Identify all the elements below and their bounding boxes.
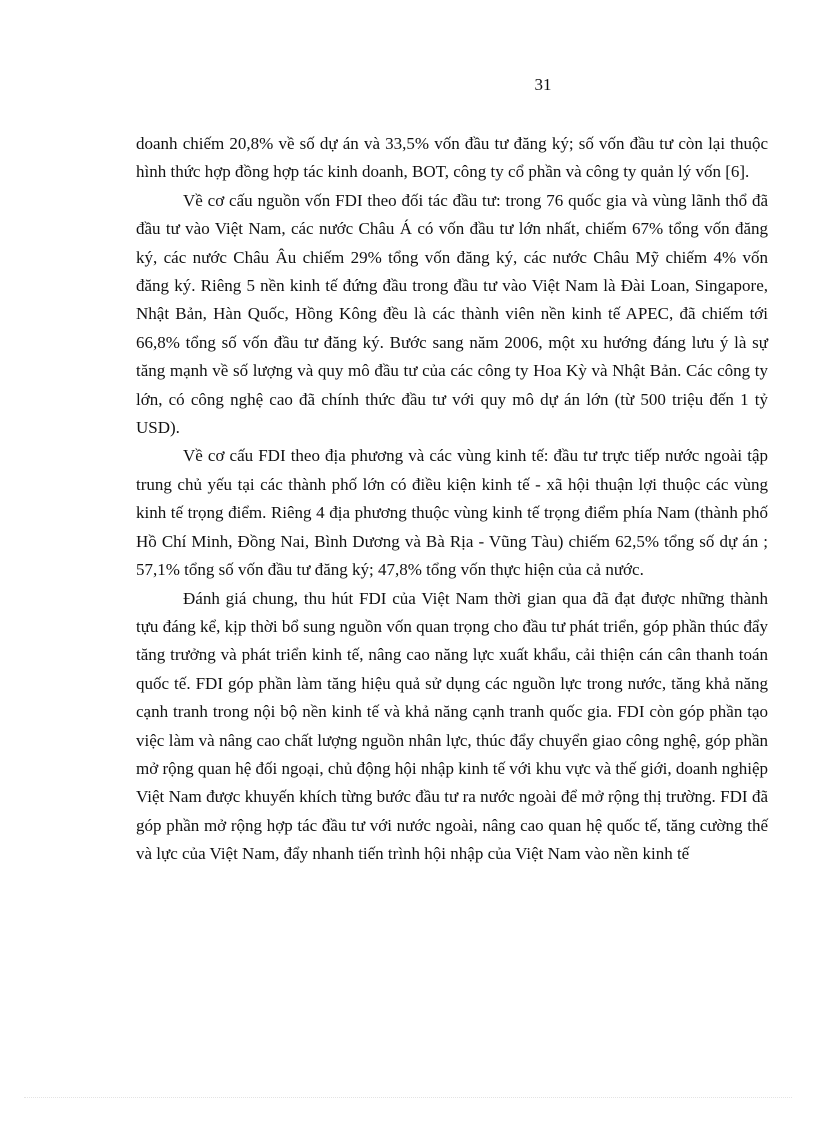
- paragraph-overall-assessment: Đánh giá chung, thu hút FDI của Việt Nam thời gian qua đã đạt được những thành tựu đáng kể, kịp thời bổ sung nguồn vốn quan trọng cho đầu tư phát triển, góp phần thúc đẩy tăng trưởng và phát triển kinh tế, nâng cao năng lực xuất khẩu, cải thiện cán cân thanh toán quốc tế. FDI góp phần làm tăng hiệu quả sử dụng các nguồn lực trong nước, tăng khả năng cạnh tranh trong nội bộ nền kinh tế và khả năng cạnh tranh quốc gia. FDI còn góp phần tạo việc làm và nâng cao chất lượng nguồn nhân lực, thúc đẩy chuyển giao công nghệ, góp phần mở rộng quan hệ đối ngoại, chủ động hội nhập kinh tế với khu vực và thế giới, doanh nghiệp Việt Nam được khuyến khích từng bước đầu tư ra nước ngoài để mở rộng thị trường. FDI đã góp phần mở rộng hợp tác đầu tư với nước ngoài, nâng cao quan hệ quốc tế, tăng cường thế và lực của Việt Nam, đẩy nhanh tiến trình hội nhập của Việt Nam vào nền kinh tế: [136, 588, 768, 864]
- paragraph-fdi-by-region: Về cơ cấu FDI theo địa phương và các vùng kinh tế: đầu tư trực tiếp nước ngoài tập trung chủ yếu tại các thành phố lớn có điều kiện kinh tế - xã hội thuận lợi thuộc các vùng kinh tế trọng điểm. Riêng 4 địa phương thuộc vùng kinh tế trọng điểm phía Nam (thành phố Hồ Chí Minh, Đồng Nai, Bình Dương và Bà Rịa - Vũng Tàu) chiếm 62,5% tổng số dự án ; 57,1% tổng số vốn đầu tư đăng ký; 47,8% tổng vốn thực hiện của cả nước.: [136, 446, 768, 580]
- document-body: [136, 130, 768, 869]
- page-bottom-divider: [24, 1097, 792, 1098]
- paragraph-fdi-by-partner: Về cơ cấu nguồn vốn FDI theo đối tác đầu tư: trong 76 quốc gia và vùng lãnh thổ đã đầu tư vào Việt Nam, các nước Châu Á có vốn đầu tư lớn nhất, chiếm 67% tổng vốn đăng ký, các nước Châu Âu chiếm 29% tổng vốn đăng ký, các nước Châu Mỹ chiếm 4% vốn đăng ký. Riêng 5 nền kinh tế đứng đầu trong đầu tư vào Việt Nam là Đài Loan, Singapore, Nhật Bản, Hàn Quốc, Hồng Kông đều là các thành viên nền kinh tế APEC, đã chiếm tới 66,8% tổng số vốn đầu tư đăng ký. Bước sang năm 2006, một xu hướng đáng lưu ý là sự tăng mạnh về số lượng và quy mô đầu tư của các công ty Hoa Kỳ và Nhật Bản. Các công ty lớn, có công nghệ cao đã chính thức đầu tư với quy mô dự án lớn (từ 500 triệu đến 1 tỷ USD).: [136, 190, 768, 438]
- paragraph-capital-structure-continued: doanh chiếm 20,8% về số dự án và 33,5% vốn đầu tư đăng ký; số vốn đầu tư còn lại thuộc hình thức hợp đồng hợp tác kinh doanh, BOT, công ty cổ phần và công ty quản lý vốn [6].: [136, 134, 768, 182]
- page-number: 31: [534, 75, 552, 94]
